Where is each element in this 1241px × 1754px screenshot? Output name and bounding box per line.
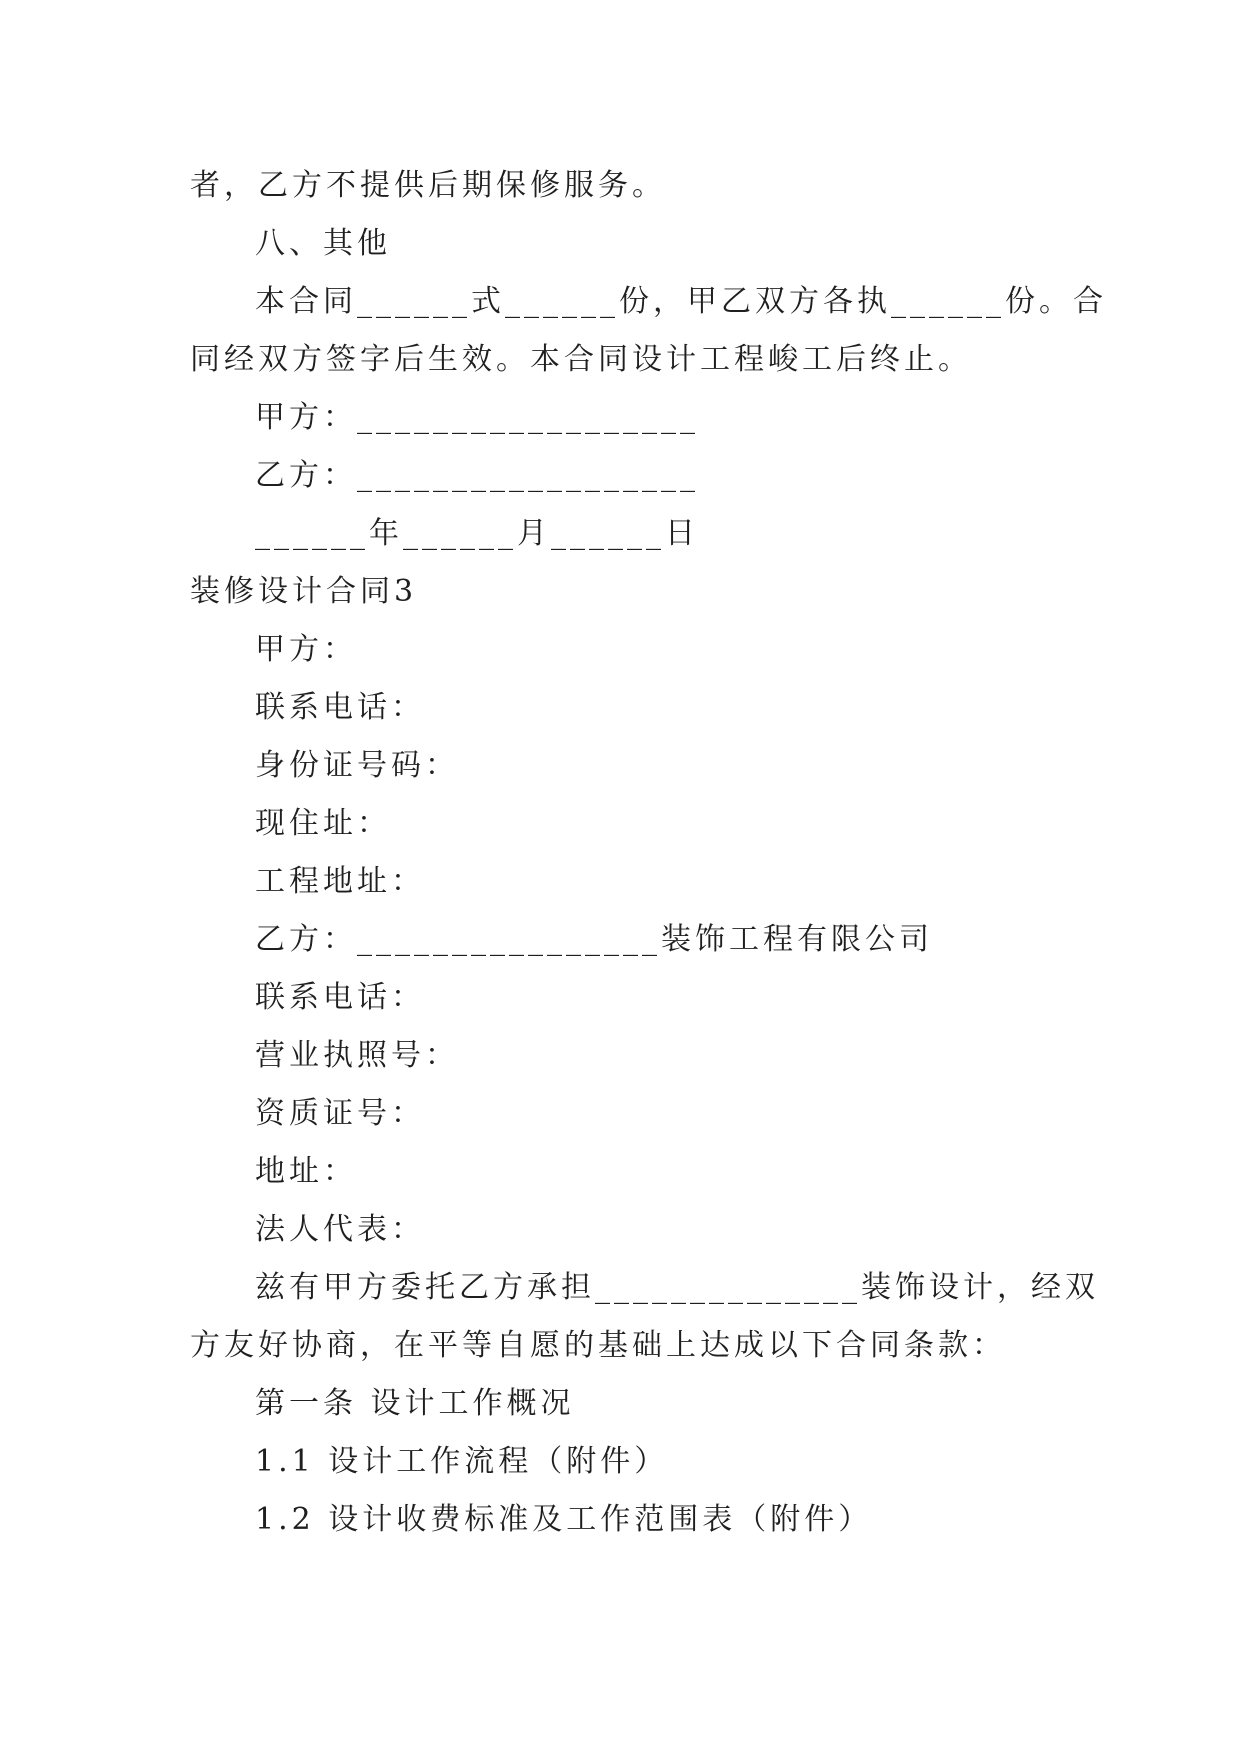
legal-representative-label: 法人代表： [255,1212,425,1247]
party-a-id-label: 身份证号码： [255,748,459,783]
qualification-label: 资质证号： [255,1096,425,1131]
party-a-phone-label: 联系电话： [255,690,425,725]
party-b-phone-label: 联系电话： [255,980,425,1015]
business-license-label: 营业执照号： [255,1038,459,1073]
text-line: 兹有甲方委托乙方承担______________装饰设计，经双 [255,1270,1099,1305]
text-line: 本合同______式______份，甲乙双方各执______份。合 [255,284,1107,319]
party-a-address-label: 现住址： [255,806,391,841]
party-a-signature-line: 甲方：__________________ [255,400,699,435]
text-line: 者，乙方不提供后期保修服务。 [190,168,666,203]
party-b-address-label: 地址： [255,1154,357,1189]
section-heading-other: 八、其他 [255,226,391,261]
party-b-label: 乙方：________________装饰工程有限公司 [255,922,933,957]
party-b-signature-line: 乙方：__________________ [255,458,699,493]
text-line: 同经双方签字后生效。本合同设计工程峻工后终止。 [190,342,972,377]
contract-title: 装修设计合同3 [190,574,418,609]
date-line: ______年______月______日 [255,516,699,551]
party-a-label: 甲方： [255,632,357,667]
text-line: 方友好协商，在平等自愿的基础上达成以下合同条款： [190,1328,1006,1363]
article-1-heading: 第一条 设计工作概况 [255,1386,575,1421]
clause-1-2: 1.2 设计收费标准及工作范围表（附件） [255,1502,873,1537]
project-address-label: 工程地址： [255,864,425,899]
clause-1-1: 1.1 设计工作流程（附件） [255,1444,669,1479]
